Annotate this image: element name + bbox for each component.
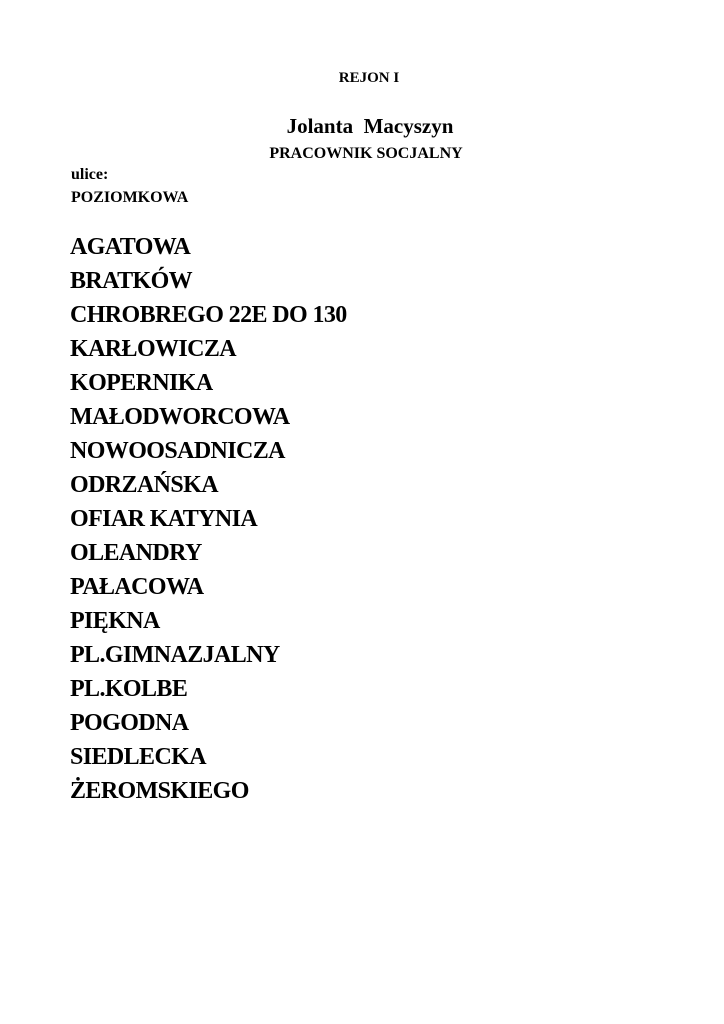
streets-label: ulice:	[71, 166, 109, 183]
street-item: ŻEROMSKIEGO	[70, 778, 249, 804]
street-item: PL.GIMNAZJALNY	[70, 642, 280, 668]
street-item: POGODNA	[70, 710, 189, 736]
street-item: PIĘKNA	[70, 608, 160, 634]
street-item: OFIAR KATYNIA	[70, 506, 258, 532]
street-item: SIEDLECKA	[70, 744, 206, 770]
street-item: ODRZAŃSKA	[70, 472, 218, 498]
street-item: NOWOOSADNICZA	[70, 438, 285, 464]
street-item: CHROBREGO 22E DO 130	[70, 302, 347, 328]
street-item: MAŁODWORCOWA	[70, 404, 290, 430]
worker-role: PRACOWNIK SOCJALNY	[269, 145, 463, 162]
worker-name: Jolanta Macyszyn	[286, 114, 454, 138]
region-heading: REJON I	[338, 70, 400, 86]
street-item: PL.KOLBE	[70, 676, 188, 702]
street-item: BRATKÓW	[70, 268, 193, 294]
street-item: OLEANDRY	[70, 540, 202, 566]
street-item: AGATOWA	[70, 234, 191, 260]
street-first: POZIOMKOWA	[71, 189, 189, 206]
street-list	[70, 230, 347, 808]
street-item: KOPERNIKA	[70, 370, 213, 396]
street-item: PAŁACOWA	[70, 574, 204, 600]
street-item: KARŁOWICZA	[70, 336, 237, 362]
